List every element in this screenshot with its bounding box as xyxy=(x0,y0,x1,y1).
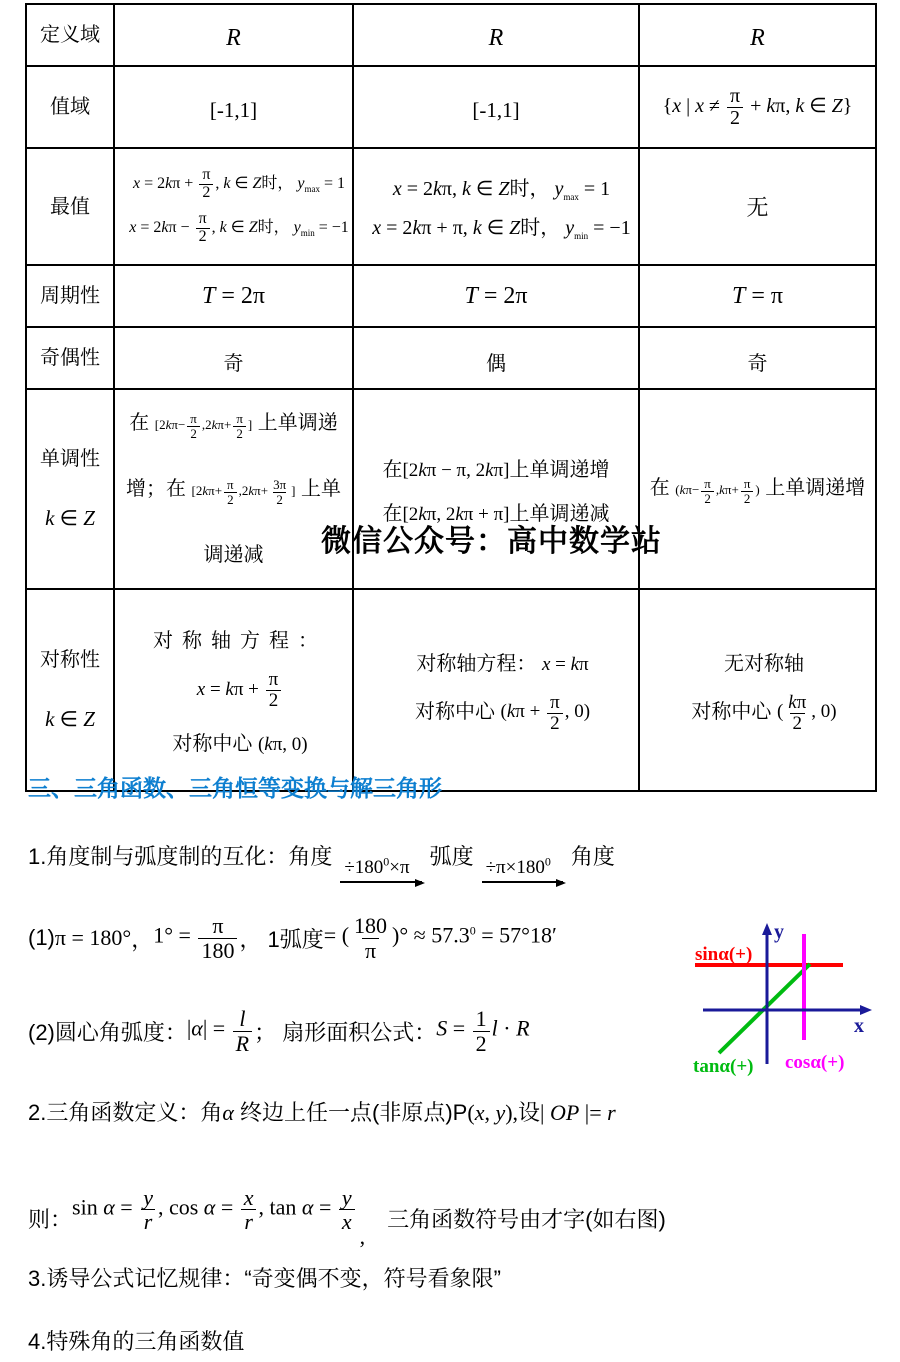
row-label-monotonicity: 单调性 k ∈ Z xyxy=(26,389,114,589)
cell-domain-cos: R xyxy=(353,4,639,66)
cell-extrema-sin: x = 2kπ + $\frac{\pi}{2}$ , k ∈ Z时， $y_{max} = 1$ x = 2kπ − $\frac{\pi}{2}$ , k ∈ Z时， $y_{min} = -1$ xyxy=(114,148,353,265)
cell-period-cos: T = 2π xyxy=(353,265,639,327)
section-heading: 三、三角函数、三角恒等变换与解三角形 xyxy=(28,775,442,801)
cell-parity-sin: 奇 xyxy=(114,327,353,389)
item-2-then-formulas: 则： sin α = $\frac{y}{r}$ , cos α = $\frac{x}{r}$ , tan α = $\frac{y}{x}$ , 三角函数符号由才字(如右图) xyxy=(28,1184,666,1250)
cell-range-tan: {x | x ≠ $\frac{\pi}{2}$ + kπ, k ∈ Z} xyxy=(639,66,876,148)
table-row-symmetry xyxy=(26,589,876,791)
cell-period-tan: T = π xyxy=(639,265,876,327)
trig-properties-table xyxy=(25,3,877,792)
table-row-domain xyxy=(26,4,876,66)
row-label-range: 值域 xyxy=(26,66,114,148)
cell-monotonicity-cos: 在[2kπ − π, 2kπ]上单调递增 在[2kπ, 2kπ + π]上单调递减 xyxy=(353,389,639,589)
item-2-trig-definition: 2.三角函数定义：角α 终边上任一点(非原点)P(x, y),设| OP |= r xyxy=(28,1100,616,1125)
table-row-period xyxy=(26,265,876,327)
row-label-extrema: 最值 xyxy=(26,148,114,265)
cell-domain-sin: R xyxy=(114,4,353,66)
item-1-degree-radian-conversion: 1.角度制与弧度制的互化：角度 $\div 180^0\times\pi$ 弧度 $\div\pi\times 180^0$ 角度 xyxy=(28,840,615,883)
cell-range-cos: [-1,1] xyxy=(353,66,639,148)
row-label-domain: 定义域 xyxy=(26,4,114,66)
item-1-sub-2: (2)圆心角弧度： |α| = $\frac{l}{R}$ ； 扇形面积公式： S = $\frac{1}{2}$ l · R xyxy=(28,1006,530,1056)
y-axis-label: y xyxy=(774,921,784,943)
cos-positive-label: cosα(+) xyxy=(785,1052,845,1073)
item-3-induction-formula-rule: 3.诱导公式记忆规律：“奇变偶不变，符号看象限” xyxy=(28,1266,502,1291)
cell-extrema-cos: x = 2kπ, k ∈ Z时， $y_{max} = 1$ x = 2kπ + π, k ∈ Z时， $y_{min} = -1$ xyxy=(353,148,639,265)
watermark-text: 微信公众号：高中数学站 xyxy=(321,525,662,558)
table-row-parity xyxy=(26,327,876,389)
row-label-period: 周期性 xyxy=(26,265,114,327)
cell-domain-tan: R xyxy=(639,4,876,66)
sin-positive-label: sinα(+) xyxy=(695,944,753,965)
y-axis-arrowhead xyxy=(762,923,772,935)
row-label-parity: 奇偶性 xyxy=(26,327,114,389)
table-row-extrema xyxy=(26,148,876,265)
cell-parity-tan: 奇 xyxy=(639,327,876,389)
table-row-range xyxy=(26,66,876,148)
tan-positive-label: tanα(+) xyxy=(693,1056,754,1077)
cell-symmetry-cos: 对称轴方程： x = kπ 对称中心 (kπ + $\frac{\pi}{2}$ , 0) xyxy=(353,589,639,791)
cell-symmetry-tan: 无对称轴 对称中心 ( $\frac{k\pi}{2}$ , 0) xyxy=(639,589,876,791)
x-axis-label: x xyxy=(854,1015,864,1037)
cell-parity-cos: 偶 xyxy=(353,327,639,389)
cell-monotonicity-tan: 在 (kπ− $\frac{\pi}{2}$ ,kπ+ $\frac{\pi}{2}$ ) 上单调递增 xyxy=(639,389,876,589)
cell-period-sin: T = 2π xyxy=(114,265,353,327)
cell-monotonicity-sin: 在 [2kπ− $\frac{\pi}{2}$ ,2kπ+ $\frac{\pi}{2}$ ] 上单调递增；在 [2kπ+ $\frac{\pi}{2}$ ,2kπ+ $\frac{3\pi}{2}$ ] 上单调递减 xyxy=(114,389,353,589)
item-4-special-angles: 4.特殊角的三角函数值 xyxy=(28,1329,245,1354)
row-label-symmetry: 对称性 k ∈ Z xyxy=(26,589,114,791)
cell-symmetry-sin: 对称轴方程： x = kπ + $\frac{\pi}{2}$ 对称中心 (kπ, 0) xyxy=(114,589,353,791)
cell-extrema-tan: 无 xyxy=(639,148,876,265)
cell-range-sin: [-1,1] xyxy=(114,66,353,148)
x-axis-arrowhead xyxy=(860,1005,872,1015)
item-1-sub-1: (1) π = 180° ， 1° = $\frac{\pi}{180}$ ， 1弧度 = ( $\frac{180}{\pi}$ )° ≈ $57.3^0 = 57^\circ 18'$ xyxy=(28,913,557,963)
trig-sign-diagram xyxy=(691,920,883,1083)
